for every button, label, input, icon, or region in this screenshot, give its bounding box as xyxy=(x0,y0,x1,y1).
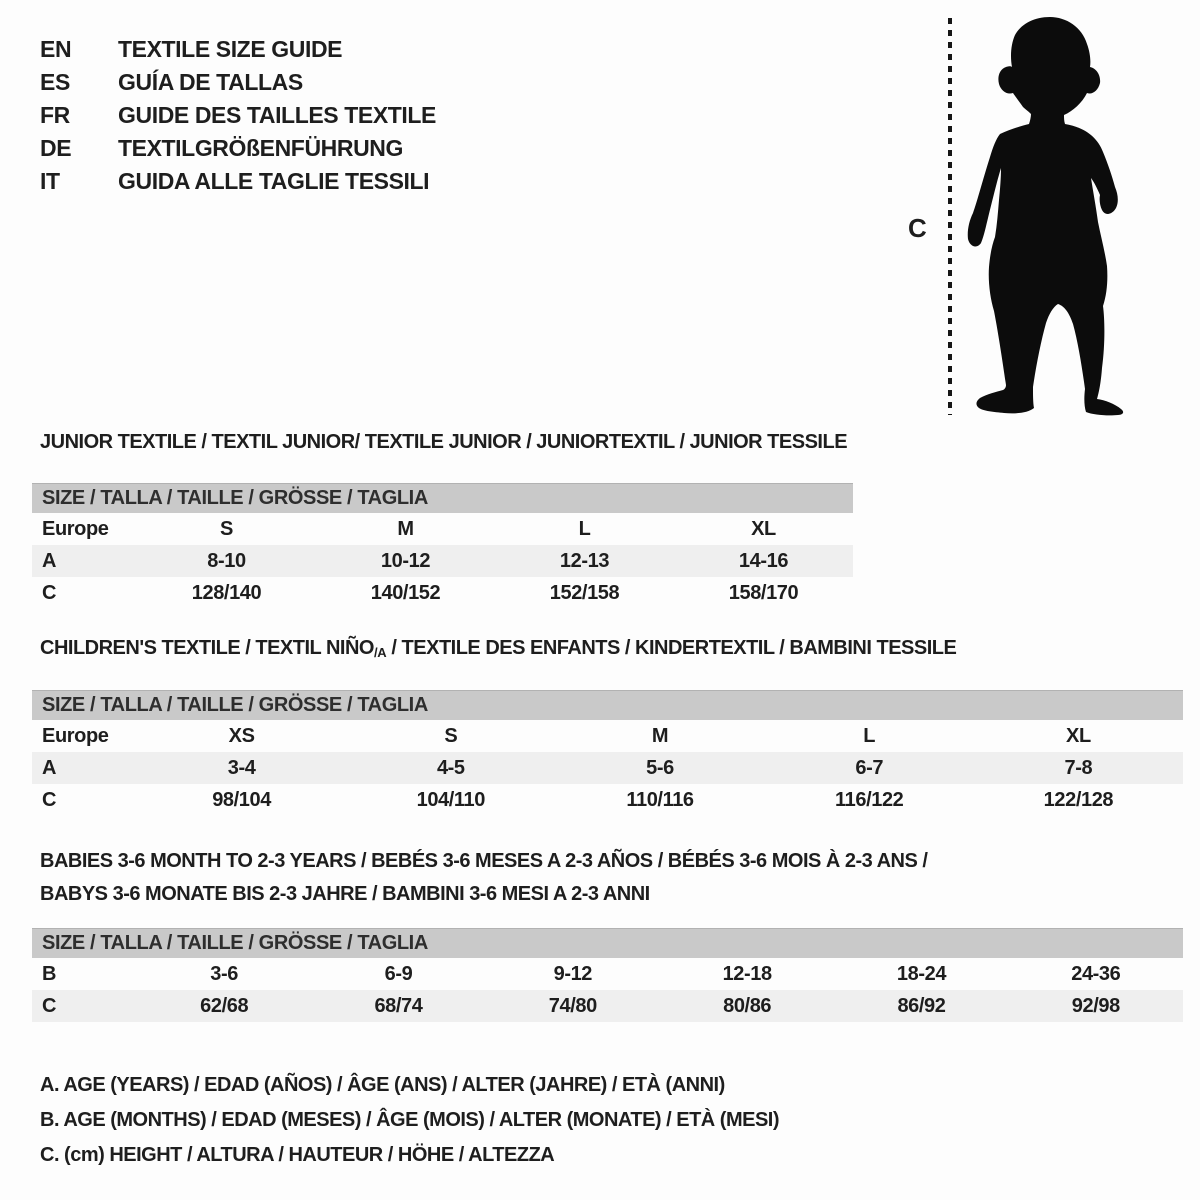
table-cell: S xyxy=(444,724,458,747)
row-label: C xyxy=(42,581,57,604)
language-title: TEXTILGRÖßENFÜHRUNG xyxy=(118,135,403,161)
language-row-en xyxy=(40,33,436,66)
row-label: B xyxy=(42,962,57,985)
children-title-main: CHILDREN'S TEXTILE / TEXTIL NIÑO xyxy=(40,637,374,659)
children-section-title xyxy=(40,637,956,660)
legend-line-b: B. AGE (MONTHS) / EDAD (MESES) / ÂGE (MOIS) / ALTER (MONATE) / ETÀ (MESI) xyxy=(40,1109,780,1131)
row-label: Europe xyxy=(42,724,109,747)
table-row-height xyxy=(32,577,853,609)
table-cell: 10-12 xyxy=(380,549,431,572)
table-cell: 14-16 xyxy=(738,549,789,572)
junior-size-table xyxy=(32,483,853,609)
table-cell: 3-6 xyxy=(210,962,239,985)
table-cell: 122/128 xyxy=(1043,788,1114,811)
table-cell: XL xyxy=(1066,724,1091,747)
table-cell: S xyxy=(220,517,233,540)
table-cell: 104/110 xyxy=(416,788,485,811)
baby-silhouette-icon xyxy=(966,15,1138,417)
junior-section-title: JUNIOR TEXTILE / TEXTIL JUNIOR/ TEXTILE JUNIOR / JUNIORTEXTIL / JUNIOR TESSILE xyxy=(40,431,848,453)
babies-title-line1: BABIES 3-6 MONTH TO 2-3 YEARS / BEBÉS 3-6 MESES A 2-3 AÑOS / BÉBÉS 3-6 MOIS À 2-3 ANS / xyxy=(40,850,928,872)
table-cell: 80/86 xyxy=(723,994,772,1017)
children-title-rest: / TEXTILE DES ENFANTS / KINDERTEXTIL / BAMBINI TESSILE xyxy=(386,637,957,659)
table-row-height xyxy=(32,990,1183,1022)
legend-line-c: C. (cm) HEIGHT / ALTURA / HAUTEUR / HÖHE / ALTEZZA xyxy=(40,1144,555,1166)
legend xyxy=(40,1068,779,1173)
row-label: Europe xyxy=(42,517,109,540)
language-code: FR xyxy=(40,102,70,128)
table-cell: 7-8 xyxy=(1064,756,1093,779)
language-row-es xyxy=(40,66,436,99)
table-cell: 5-6 xyxy=(646,756,674,779)
table-cell: 24-36 xyxy=(1071,962,1121,985)
row-label: C xyxy=(42,994,57,1017)
language-list xyxy=(40,33,436,198)
table-cell: 18-24 xyxy=(896,962,947,985)
children-title-subscript: /A xyxy=(373,645,387,660)
size-header-bar: SIZE / TALLA / TAILLE / GRÖSSE / TAGLIA xyxy=(32,483,853,513)
table-cell: 152/158 xyxy=(549,581,620,604)
language-code: EN xyxy=(40,36,72,62)
table-cell: M xyxy=(651,724,669,747)
language-title: GUIDE DES TAILLES TEXTILE xyxy=(118,102,436,128)
babies-section-title xyxy=(40,845,927,911)
table-cell: 110/116 xyxy=(626,788,694,811)
row-label: A xyxy=(42,549,57,572)
table-cell: 128/140 xyxy=(191,581,262,604)
table-row-europe xyxy=(32,720,1183,752)
table-cell: 9-12 xyxy=(553,962,593,985)
size-header-bar: SIZE / TALLA / TAILLE / GRÖSSE / TAGLIA xyxy=(32,690,1183,720)
table-row-age xyxy=(32,752,1183,784)
table-row-age xyxy=(32,545,853,577)
table-cell: 140/152 xyxy=(370,581,441,604)
table-cell: L xyxy=(578,517,591,540)
table-cell: 86/92 xyxy=(897,994,946,1017)
table-cell: XS xyxy=(228,724,255,747)
table-cell: 116/122 xyxy=(835,788,904,811)
babies-size-table xyxy=(32,928,1183,1022)
height-measure-label: C xyxy=(908,213,927,243)
table-cell: 3-4 xyxy=(227,756,256,779)
language-code: DE xyxy=(40,135,72,161)
table-cell: 12-13 xyxy=(559,549,610,572)
row-label: A xyxy=(42,756,57,779)
children-size-table xyxy=(32,690,1183,816)
table-cell: L xyxy=(863,724,876,747)
language-row-de xyxy=(40,132,436,165)
table-cell: M xyxy=(397,517,414,540)
table-cell: 62/68 xyxy=(200,994,249,1017)
table-cell: 12-18 xyxy=(722,962,772,985)
table-cell: 6-9 xyxy=(384,962,413,985)
language-title: TEXTILE SIZE GUIDE xyxy=(118,36,343,62)
language-code: ES xyxy=(40,69,70,95)
table-cell: 68/74 xyxy=(374,994,423,1017)
table-cell: 4-5 xyxy=(436,756,465,779)
language-row-fr xyxy=(40,99,436,132)
table-cell: 92/98 xyxy=(1071,994,1120,1017)
language-title: GUIDA ALLE TAGLIE TESSILI xyxy=(118,168,430,194)
row-label: C xyxy=(42,788,57,811)
language-code: IT xyxy=(40,168,60,194)
height-dashed-line xyxy=(948,18,952,415)
table-cell: 74/80 xyxy=(548,994,597,1017)
table-cell: 98/104 xyxy=(212,788,271,811)
babies-title-line2: BABYS 3-6 MONATE BIS 2-3 JAHRE / BAMBINI 3-6 MESI A 2-3 ANNI xyxy=(40,883,650,905)
table-cell: 6-7 xyxy=(855,756,884,779)
table-cell: XL xyxy=(751,517,776,540)
table-row-europe xyxy=(32,513,853,545)
table-cell: 8-10 xyxy=(207,549,246,572)
legend-line-a: A. AGE (YEARS) / EDAD (AÑOS) / ÂGE (ANS) / ALTER (JAHRE) / ETÀ (ANNI) xyxy=(40,1074,725,1096)
language-title: GUÍA DE TALLAS xyxy=(118,69,303,95)
size-header-bar: SIZE / TALLA / TAILLE / GRÖSSE / TAGLIA xyxy=(32,928,1183,958)
table-row-months xyxy=(32,958,1183,990)
language-row-it xyxy=(40,165,436,198)
table-cell: 158/170 xyxy=(728,581,799,604)
table-row-height xyxy=(32,784,1183,816)
